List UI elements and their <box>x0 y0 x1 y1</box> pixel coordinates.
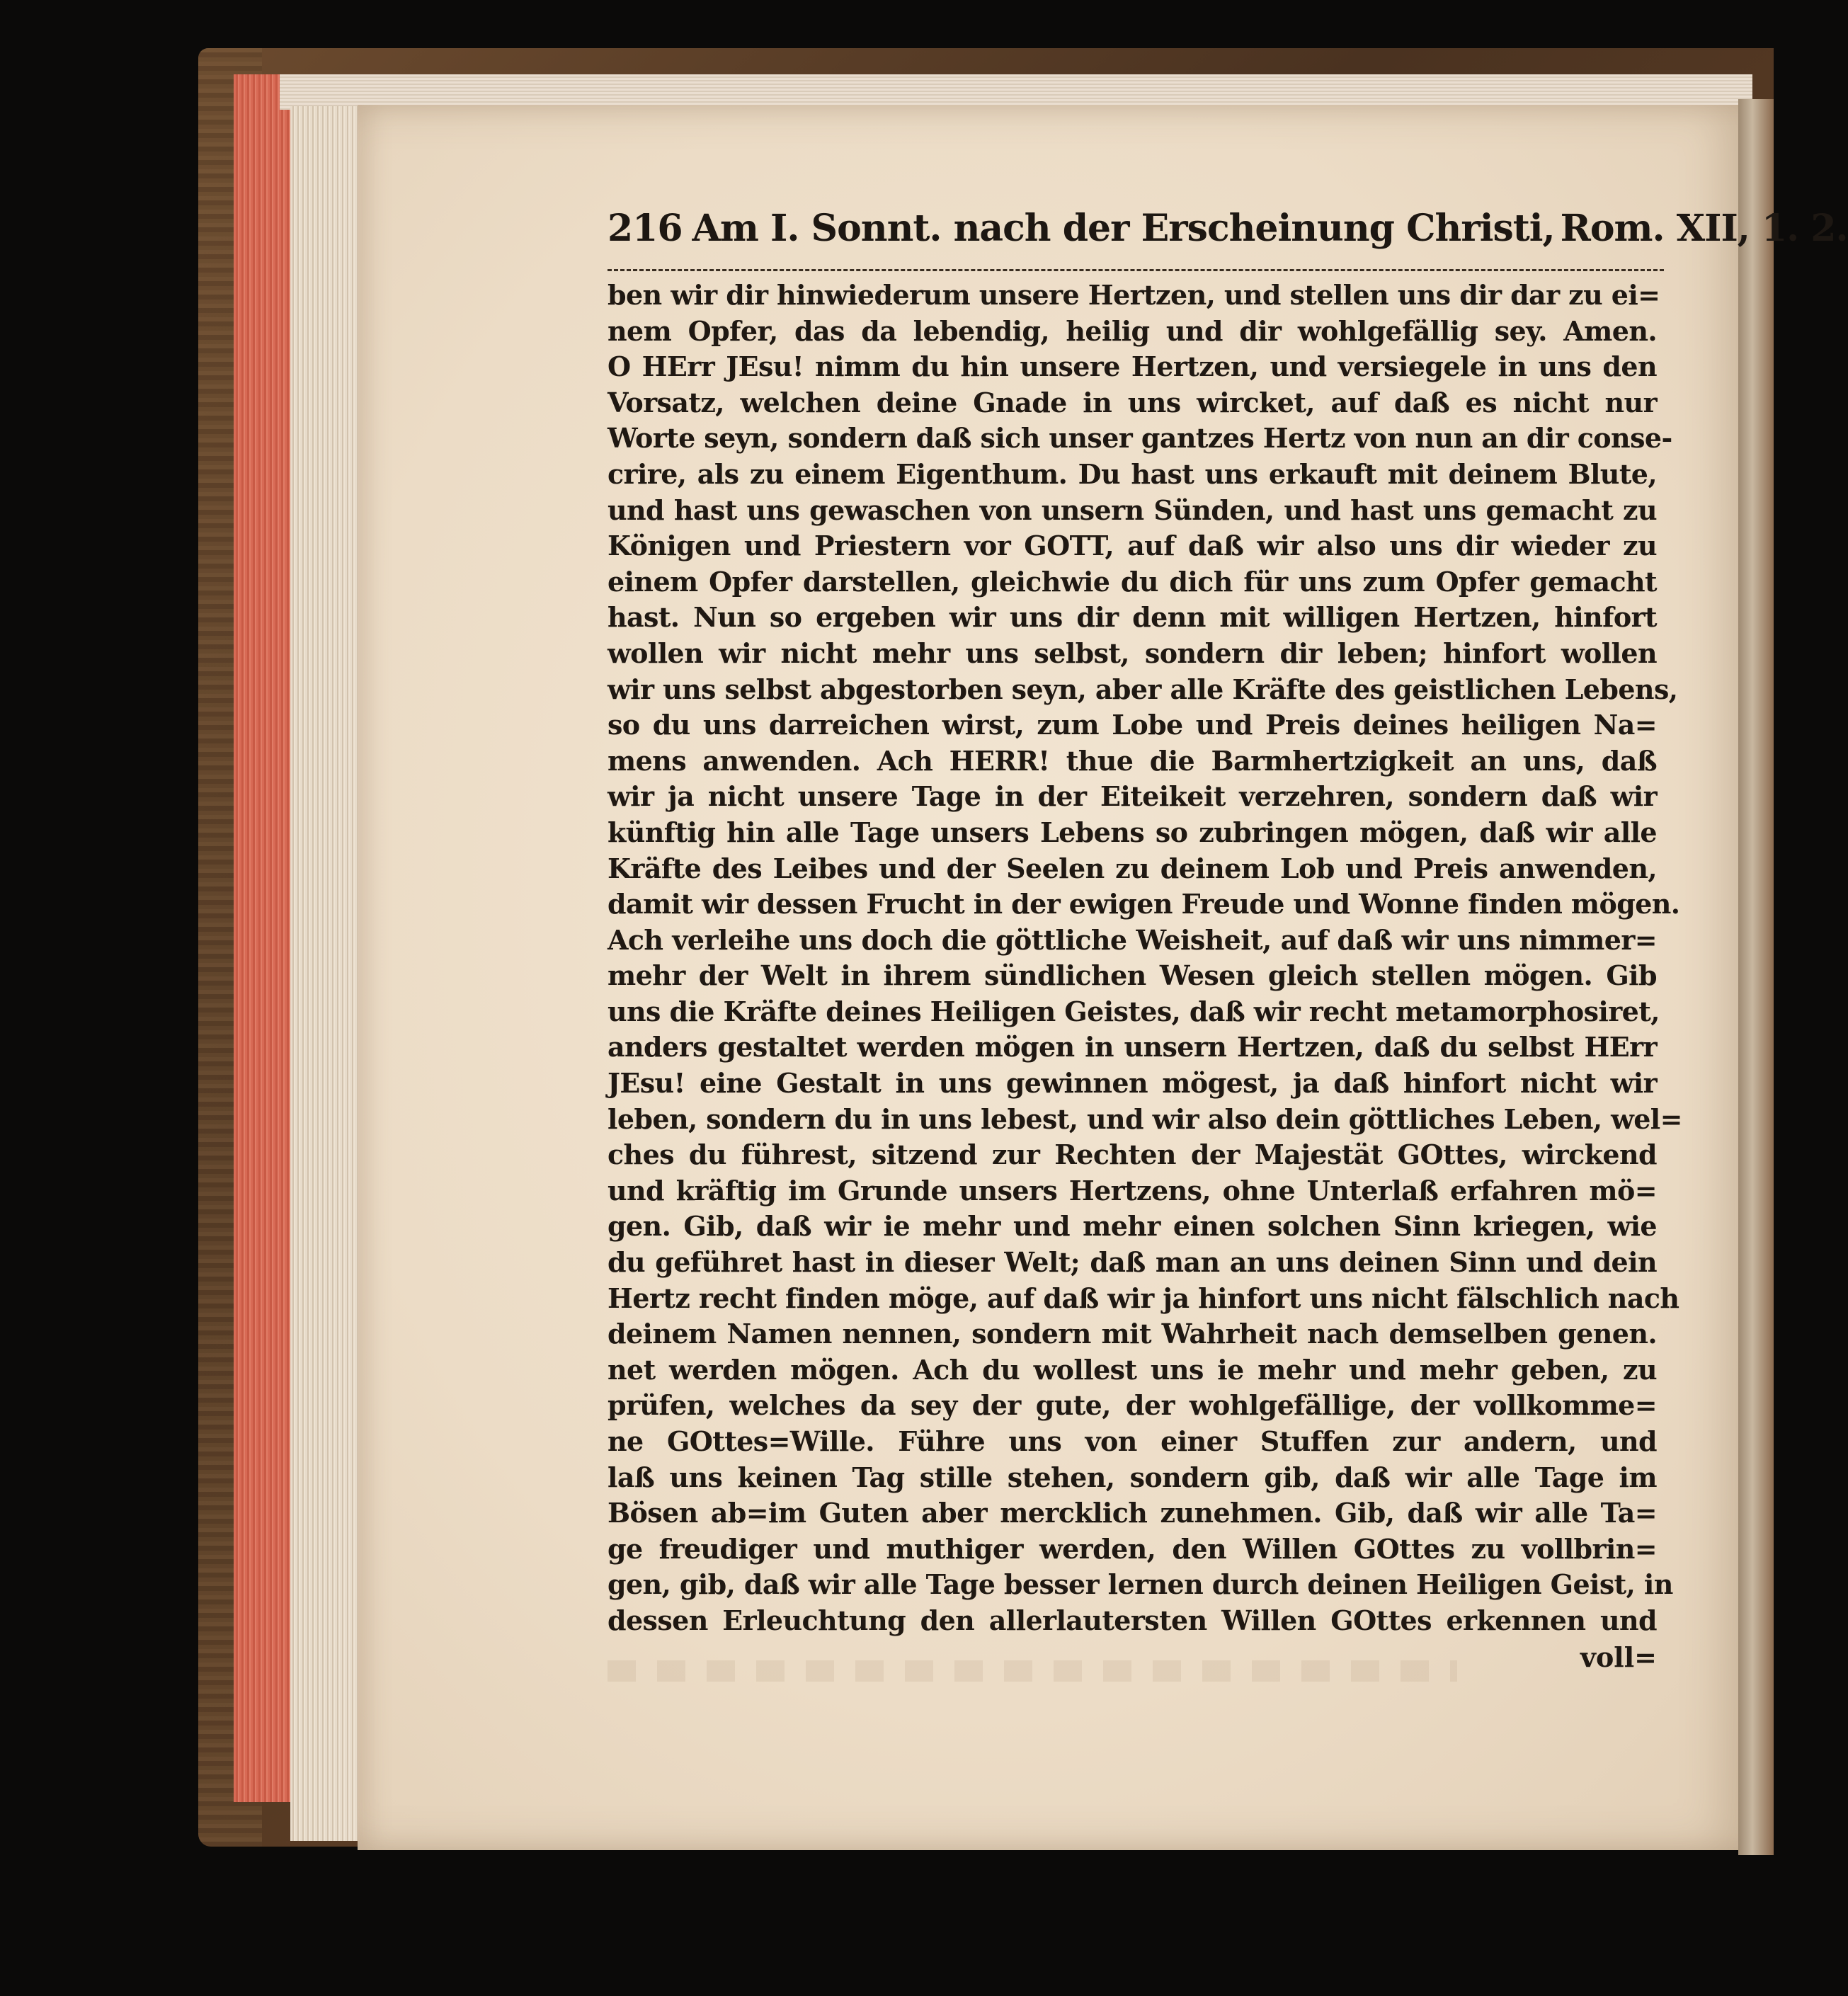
text-line: gen, gib, daß wir alle Tage besser lernen durch deinen Heiligen Geist, in <box>608 1568 1673 1601</box>
text-line: O HErr JEsu! nimm du hin unsere Hertzen, und versiegele in uns den <box>608 350 1657 383</box>
text-line: Hertz recht finden möge, auf daß wir ja hinfort uns nicht fälschlich nach <box>608 1282 1679 1314</box>
header-rule <box>608 269 1664 271</box>
text-line: nem Opfer, das da lebendig, heilig und dir wohlgefällig sey. Amen. <box>608 314 1657 347</box>
left-page-edges <box>290 106 368 1841</box>
text-line: ne GOttes=Wille. Führe uns von einer Stuffen zur andern, und <box>608 1425 1657 1457</box>
text-line: wir uns selbst abgestorben seyn, aber alle Kräfte des geistlichen Lebens, <box>608 673 1678 705</box>
text-line: ge freudiger und muthiger werden, den Willen GOttes zu vollbrin= <box>608 1532 1657 1565</box>
scripture-reference: Rom. XII, 1. 2. <box>1560 207 1848 250</box>
text-line: mens anwenden. Ach HERR! thue die Barmhertzigkeit an uns, daß <box>608 744 1657 777</box>
page-number: 216 <box>608 207 683 250</box>
text-line: Kräfte des Leibes und der Seelen zu deinem Lob und Preis anwenden, <box>608 852 1657 884</box>
catchword: voll= <box>1580 1641 1657 1673</box>
text-line: net werden mögen. Ach du wollest uns ie mehr und mehr geben, zu <box>608 1353 1657 1386</box>
show-through-text <box>608 1660 1457 1682</box>
text-line: ben wir dir hinwiederum unsere Hertzen, und stellen uns dir dar zu ei= <box>608 279 1660 311</box>
text-line: und hast uns gewaschen von unsern Sünden, und hast uns gemacht zu <box>608 494 1657 526</box>
text-line: prüfen, welches da sey der gute, der wohlgefällige, der vollkomme= <box>608 1389 1657 1422</box>
text-line: JEsu! eine Gestalt in uns gewinnen mögest, ja daß hinfort nicht wir <box>608 1067 1657 1100</box>
text-line: mehr der Welt in ihrem sündlichen Wesen gleich stellen mögen. Gib <box>608 959 1657 992</box>
text-line: Vorsatz, welchen deine Gnade in uns wircket, auf daß es nicht nur <box>608 386 1657 418</box>
body-text <box>608 278 1682 1639</box>
text-line: deinem Namen nennen, sondern mit Wahrheit nach demselben genen. <box>608 1318 1657 1350</box>
text-line: hast. Nun so ergeben wir uns dir denn mit willigen Hertzen, hinfort <box>608 601 1657 634</box>
text-line: du geführet hast in dieser Welt; daß man an uns deinen Sinn und dein <box>608 1246 1657 1279</box>
text-line: Bösen ab=im Guten aber mercklich zunehmen. Gib, daß wir alle Ta= <box>608 1497 1657 1529</box>
red-page-edges <box>234 74 290 1802</box>
text-line: Königen und Priestern vor GOTT, auf daß wir also uns dir wieder zu <box>608 530 1657 562</box>
text-line: wir ja nicht unsere Tage in der Eiteikeit verzehren, sondern daß wir <box>608 780 1657 813</box>
book-gutter <box>1738 99 1774 1855</box>
running-head <box>608 207 1848 250</box>
text-line: Worte seyn, sondern daß sich unser gantzes Hertz von nun an dir conse- <box>608 422 1672 455</box>
running-title: Am I. Sonnt. nach der Erscheinung Christi, <box>692 207 1555 250</box>
text-line: ches du führest, sitzend zur Rechten der Majestät GOttes, wirckend <box>608 1139 1657 1171</box>
text-line: laß uns keinen Tag stille stehen, sondern gib, daß wir alle Tage im <box>608 1461 1657 1493</box>
text-line: anders gestaltet werden mögen in unsern Hertzen, daß du selbst HErr <box>608 1031 1657 1063</box>
text-line: crire, als zu einem Eigenthum. Du hast uns erkauft mit deinem Blute, <box>608 457 1657 490</box>
text-line: so du uns darreichen wirst, zum Lobe und Preis deines heiligen Na= <box>608 709 1657 741</box>
text-line: Ach verleihe uns doch die göttliche Weisheit, auf daß wir uns nimmer= <box>608 923 1657 956</box>
text-line: wollen wir nicht mehr uns selbst, sondern dir leben; hinfort wollen <box>608 637 1657 669</box>
text-line: gen. Gib, daß wir ie mehr und mehr einen solchen Sinn kriegen, wie <box>608 1210 1657 1243</box>
text-line: künftig hin alle Tage unsers Lebens so zubringen mögen, daß wir alle <box>608 816 1657 848</box>
text-line: uns die Kräfte deines Heiligen Geistes, daß wir recht metamorphosiret, <box>608 995 1660 1027</box>
text-line: leben, sondern du in uns lebest, und wir also dein göttliches Leben, wel= <box>608 1102 1682 1135</box>
text-line: dessen Erleuchtung den allerlautersten Willen GOttes erkennen und <box>608 1604 1657 1636</box>
text-line: und kräftig im Grunde unsers Hertzens, ohne Unterlaß erfahren mö= <box>608 1174 1657 1207</box>
text-line: einem Opfer darstellen, gleichwie du dich für uns zum Opfer gemacht <box>608 565 1657 598</box>
text-line: damit wir dessen Frucht in der ewigen Freude und Wonne finden mögen. <box>608 888 1680 920</box>
